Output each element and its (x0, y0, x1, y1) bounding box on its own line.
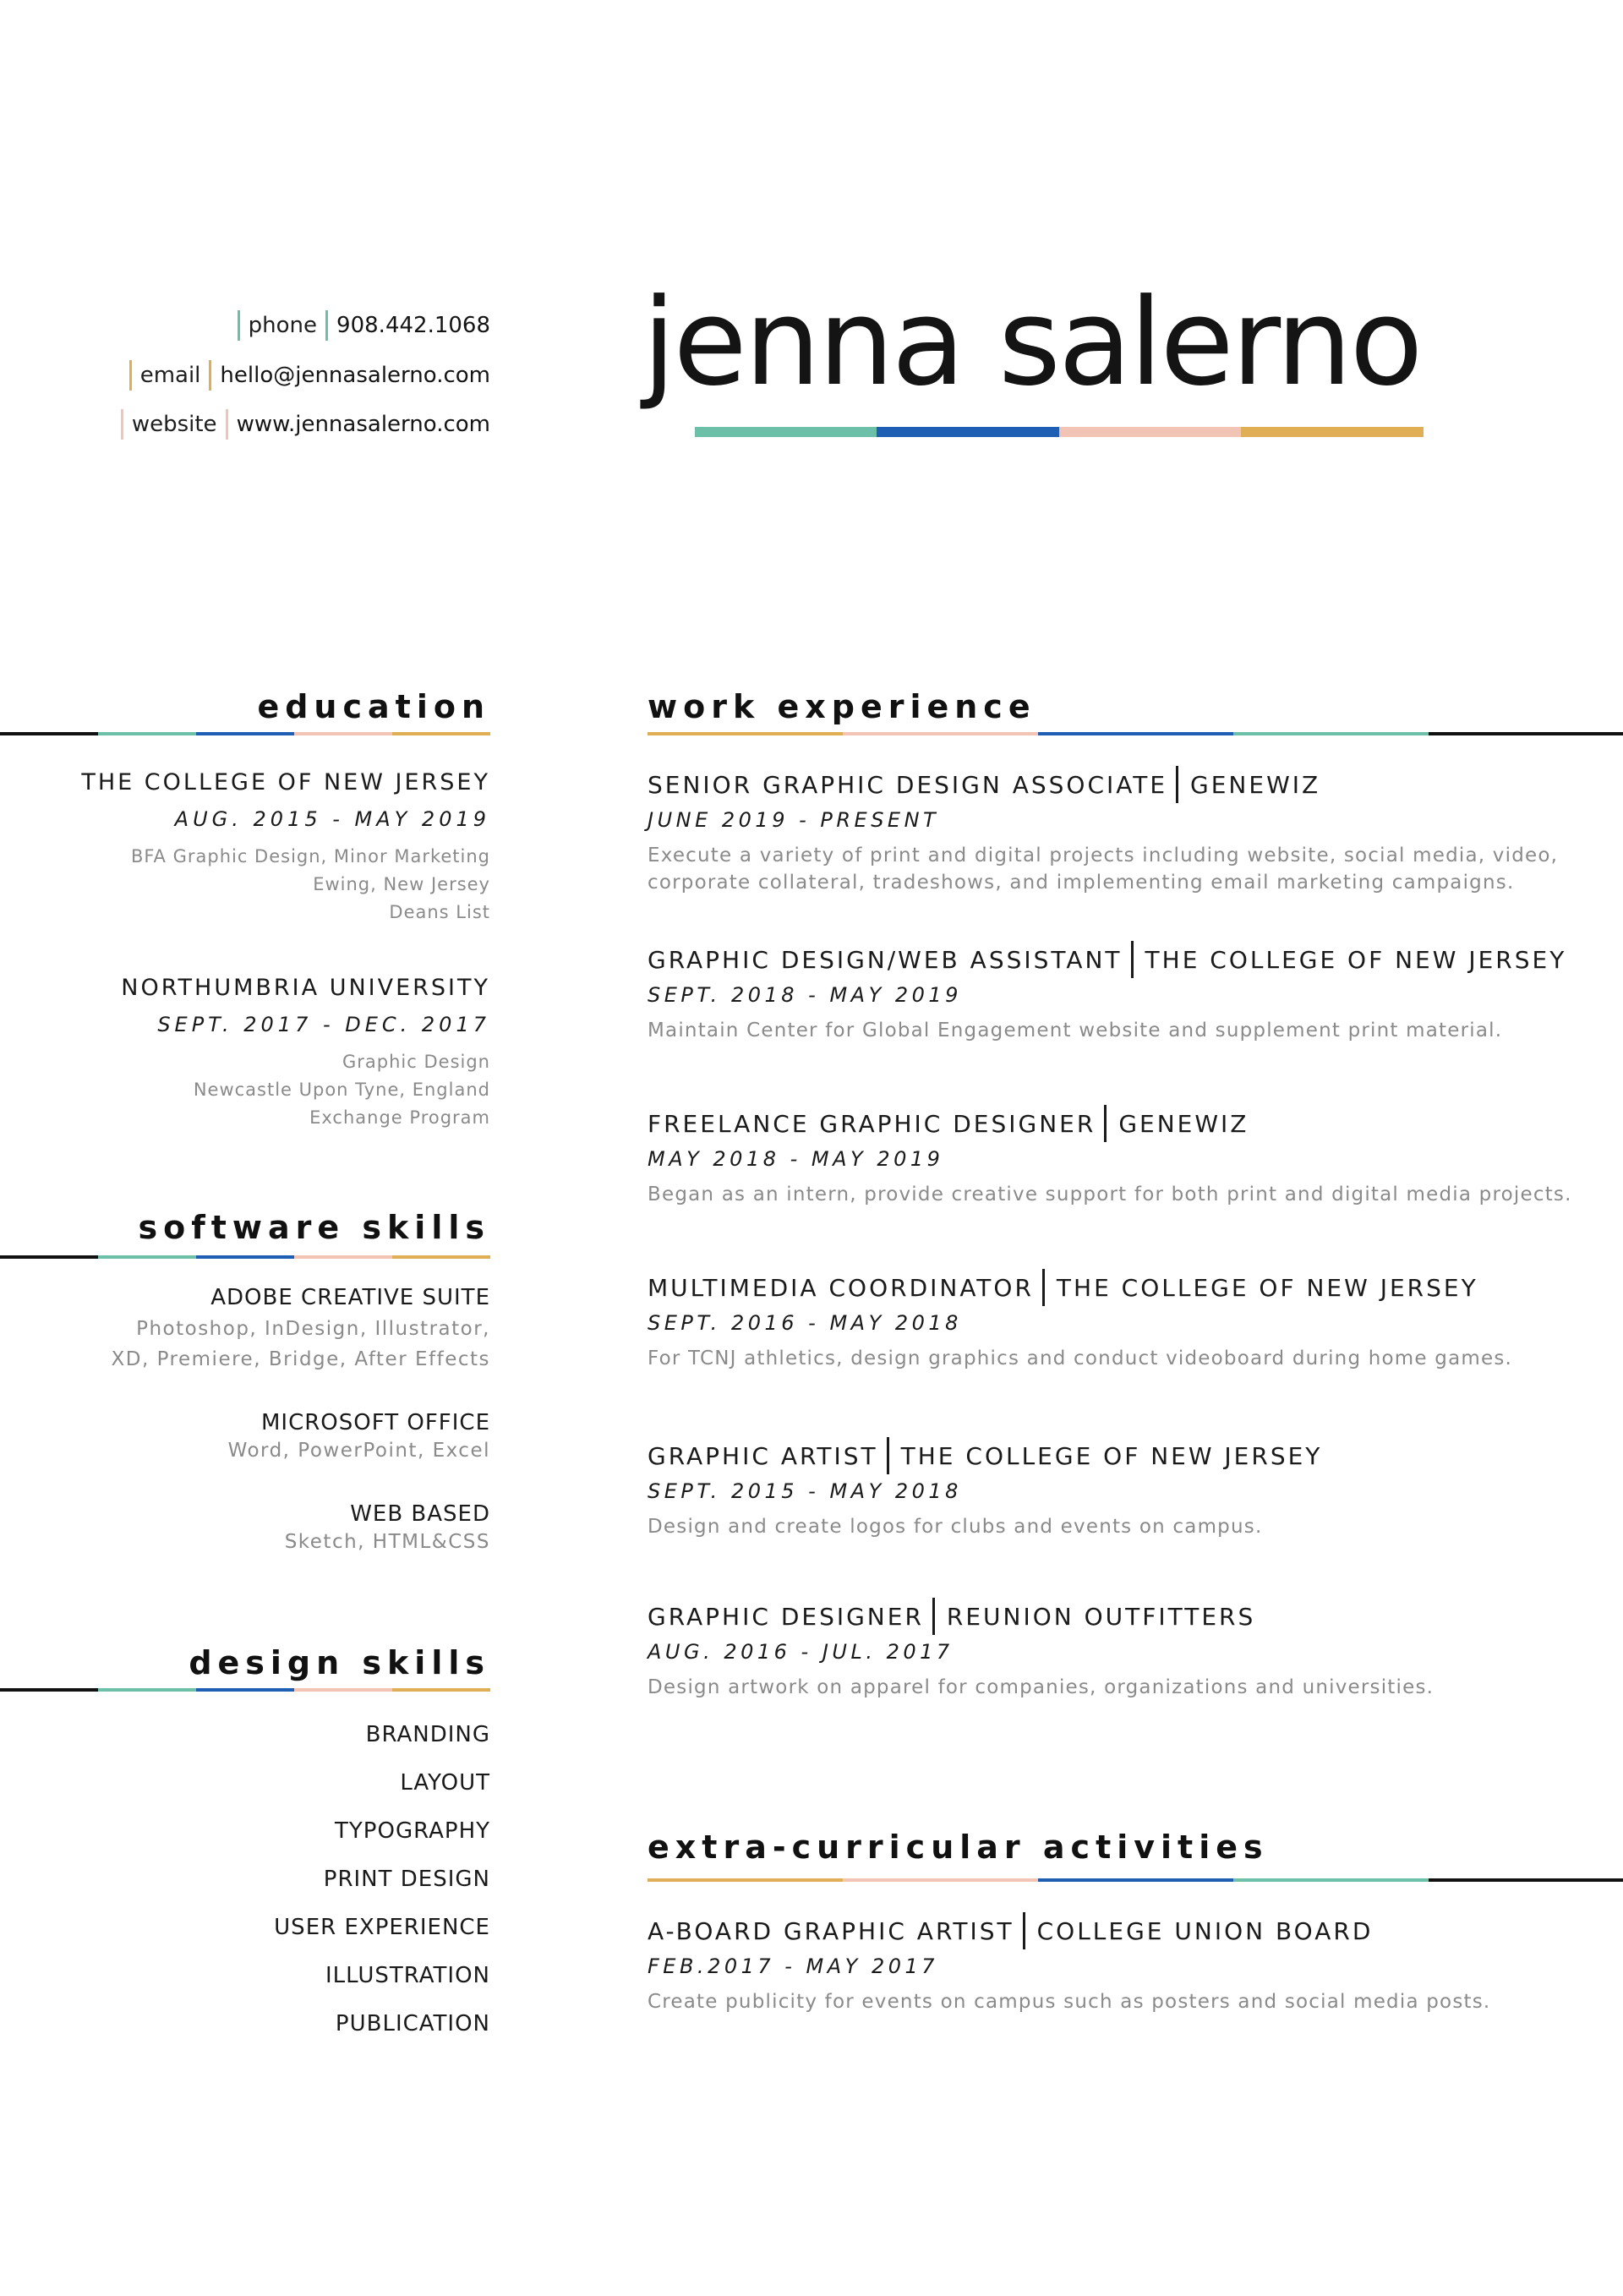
job-description: Design and create logos for clubs and events on campus. (648, 1516, 1263, 1538)
job-divider (1176, 766, 1178, 803)
job-divider (1104, 1105, 1107, 1142)
job-role: SENIOR GRAPHIC DESIGN ASSOCIATE (648, 770, 1168, 799)
school-dates: AUG. 2015 - MAY 2019 (174, 807, 490, 831)
job-entry (648, 1105, 1586, 1208)
job-org: THE COLLEGE OF NEW JERSEY (900, 1441, 1323, 1470)
job-divider (1042, 1269, 1045, 1306)
school-name: NORTHUMBRIA UNIVERSITY (121, 975, 490, 1001)
software-skills-heading: software skills (138, 1209, 490, 1246)
job-role: FREELANCE GRAPHIC DESIGNER (648, 1109, 1096, 1138)
job-dates: AUG. 2016 - JUL. 2017 (648, 1640, 954, 1664)
school-detail: Ewing, New Jersey (313, 874, 490, 894)
activity-divider (1023, 1912, 1025, 1949)
design-skill: USER EXPERIENCE (274, 1915, 490, 1940)
school-detail: Graphic Design (342, 1052, 490, 1072)
phone-value[interactable]: 908.442.1068 (336, 313, 490, 338)
job-description: Design artwork on apparel for companies, organizations and universities. (648, 1676, 1434, 1698)
phone-label: phone (248, 313, 318, 338)
design-skill: TYPOGRAPHY (335, 1818, 490, 1844)
job-divider (1131, 941, 1134, 978)
job-org: GENEWIZ (1118, 1109, 1249, 1138)
work-experience-heading: work experience (648, 688, 1036, 725)
education-item (121, 975, 490, 1132)
job-org: GENEWIZ (1190, 770, 1321, 799)
job-divider (887, 1437, 889, 1474)
contact-phone (229, 310, 490, 341)
job-title (648, 1598, 1586, 1635)
email-label: email (139, 363, 201, 388)
school-detail: Newcastle Upon Tyne, England (193, 1080, 490, 1100)
software-skill-desc: XD, Premiere, Bridge, After Effects (111, 1348, 490, 1370)
phone-divider (325, 310, 328, 341)
website-label: website (131, 412, 217, 437)
name-stripe-teal (695, 427, 877, 437)
school-dates: SEPT. 2017 - DEC. 2017 (157, 1013, 490, 1036)
job-dates: JUNE 2019 - PRESENT (648, 808, 940, 832)
software-skill (285, 1501, 490, 1557)
job-entry (648, 1269, 1586, 1372)
phone-accent-bar (238, 310, 240, 341)
design-skill: PRINT DESIGN (323, 1867, 490, 1892)
design-skills-heading: design skills (189, 1644, 490, 1681)
job-role: MULTIMEDIA COORDINATOR (648, 1273, 1034, 1302)
job-dates: SEPT. 2015 - MAY 2018 (648, 1479, 962, 1503)
job-dates: SEPT. 2016 - MAY 2018 (648, 1311, 962, 1335)
contact-website (112, 409, 490, 440)
candidate-name: jenna salerno (642, 273, 1421, 413)
name-stripe-blue (877, 427, 1059, 437)
job-org: REUNION OUTFITTERS (946, 1602, 1256, 1631)
website-divider (226, 409, 228, 440)
design-skills-list (274, 1711, 490, 2048)
software-skill (228, 1410, 490, 1466)
name-stripe-gold (1241, 427, 1424, 437)
job-role: GRAPHIC DESIGN/WEB ASSISTANT (648, 945, 1123, 974)
job-description: Execute a variety of print and digital projects including website, social media, video, corporate collateral, tradeshows, and implementing email marketing campaigns. (648, 845, 1559, 894)
email-value[interactable]: hello@jennasalerno.com (220, 363, 490, 388)
extracurricular-heading: extra-curricular activities (648, 1829, 1269, 1866)
job-entry (648, 1437, 1586, 1540)
activity-dates: FEB.2017 - MAY 2017 (648, 1954, 939, 1978)
software-skill-title: ADOBE CREATIVE SUITE (210, 1285, 490, 1310)
design-skill: BRANDING (365, 1722, 490, 1747)
job-title (648, 1105, 1586, 1142)
job-role: GRAPHIC ARTIST (648, 1441, 878, 1470)
school-detail: Deans List (389, 902, 490, 922)
activity-org: COLLEGE UNION BOARD (1036, 1916, 1374, 1945)
software-skill-desc: Sketch, HTML&CSS (284, 1531, 490, 1553)
job-entry (648, 1598, 1586, 1701)
website-value[interactable]: www.jennasalerno.com (236, 412, 490, 437)
design-skill: PUBLICATION (335, 2011, 490, 2036)
software-skill-desc: Word, PowerPoint, Excel (227, 1440, 490, 1462)
activity-description: Create publicity for events on campus such as posters and social media posts. (648, 1991, 1491, 2013)
email-accent-bar (129, 360, 132, 391)
activity-role: A-BOARD GRAPHIC ARTIST (648, 1916, 1014, 1945)
job-description: For TCNJ athletics, design graphics and conduct videoboard during home games. (648, 1348, 1513, 1369)
job-title (648, 1437, 1586, 1474)
job-title (648, 941, 1586, 978)
activity-entry (648, 1912, 1586, 2015)
school-detail: Exchange Program (309, 1107, 490, 1128)
job-role: GRAPHIC DESIGNER (648, 1602, 924, 1631)
job-entry (648, 941, 1586, 1044)
job-description: Began as an intern, provide creative support for both print and digital media projects. (648, 1184, 1572, 1205)
job-dates: SEPT. 2018 - MAY 2019 (648, 983, 962, 1007)
school-detail: BFA Graphic Design, Minor Marketing (130, 846, 490, 866)
education-heading: education (257, 688, 490, 725)
education-item (81, 769, 490, 927)
activity-title (648, 1912, 1586, 1949)
job-entry (648, 766, 1586, 896)
software-skill-desc: Photoshop, InDesign, Illustrator, (136, 1318, 490, 1340)
job-divider (932, 1598, 935, 1635)
software-skill (112, 1285, 491, 1375)
school-name: THE COLLEGE OF NEW JERSEY (81, 769, 490, 795)
software-skill-title: WEB BASED (350, 1501, 490, 1527)
job-title (648, 766, 1586, 803)
contact-email (121, 360, 490, 391)
job-dates: MAY 2018 - MAY 2019 (648, 1147, 944, 1171)
job-description: Maintain Center for Global Engagement website and supplement print material. (648, 1020, 1503, 1041)
design-skill: ILLUSTRATION (325, 1963, 490, 1988)
website-accent-bar (121, 409, 123, 440)
email-divider (209, 360, 211, 391)
job-title (648, 1269, 1586, 1306)
software-skill-title: MICROSOFT OFFICE (260, 1410, 490, 1435)
job-org: THE COLLEGE OF NEW JERSEY (1056, 1273, 1478, 1302)
name-stripe-pink (1059, 427, 1241, 437)
design-skill: LAYOUT (400, 1770, 490, 1796)
job-org: THE COLLEGE OF NEW JERSEY (1145, 945, 1567, 974)
